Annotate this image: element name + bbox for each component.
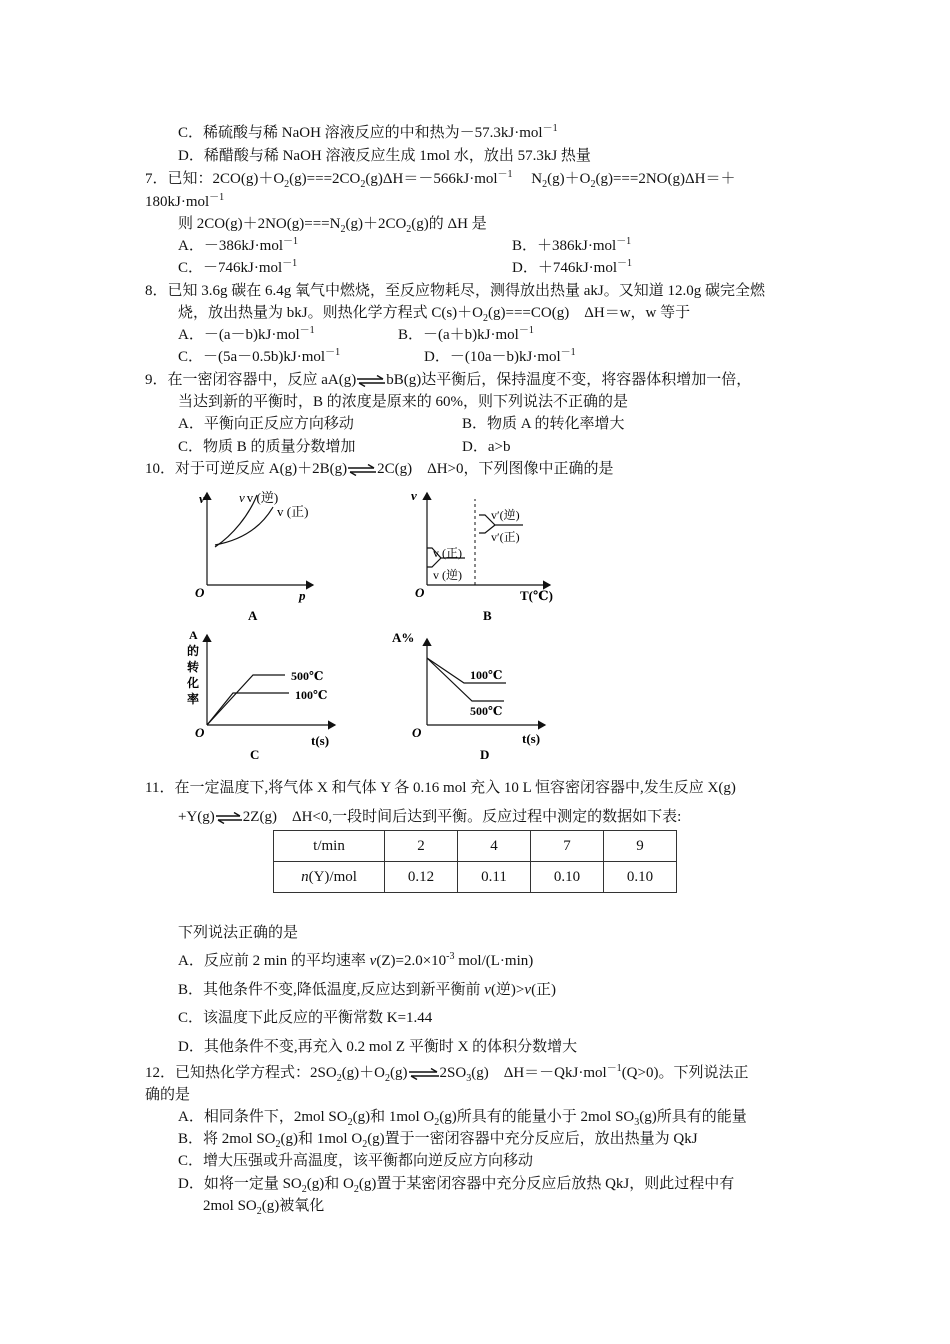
- graph-c-caption: C: [250, 747, 260, 762]
- q8-option-d: D．－(10a－b)kJ·mol$^{-1}$: [424, 347, 576, 365]
- graph-d-xlabel: t(s): [522, 731, 541, 746]
- graph-b-label-forward: v (正): [433, 546, 462, 560]
- q12-option-c: C．增大压强或升高温度，该平衡都向逆反应方向移动: [178, 1153, 534, 1169]
- equilibrium-arrow-icon: [215, 812, 243, 824]
- q7-option-b: B．＋386kJ·mol$^{-1}$: [512, 236, 632, 254]
- graph-b-label-forward-new: v′(正): [491, 530, 520, 544]
- graph-d-ylabel: A%: [392, 630, 415, 645]
- table-cell: 0.10: [531, 862, 604, 893]
- q12-option-d: D．如将一定量 $SO_2(g)$和 $O_2(g)$置于某密闭容器中充分反应后放热 QkJ，则此过程中有: [178, 1176, 735, 1195]
- table-cell: 0.12: [385, 862, 458, 893]
- graph-b-label-reverse-new: v′(逆): [491, 508, 520, 522]
- q8-stem-line2: 烧，放出热量为 bkJ。则热化学方程式 $C(s)+O_2(g)===CO(g)$ ΔH＝w，w 等于: [178, 305, 691, 324]
- graph-d-label-500: 500℃: [470, 704, 503, 718]
- graph-c-origin: O: [195, 725, 205, 740]
- q12-option-b: B．将 2mol $SO_2(g)$和 1mol $O_2(g)$置于一密闭容器中充分反应后，放出热量为 QkJ: [178, 1131, 698, 1150]
- table-cell: 9: [604, 831, 677, 862]
- q9-stem: 9．在一密闭容器中，反应 aA(g) bB(g)达平衡后，保持温度不变，将容器体积增加一倍，: [145, 372, 752, 388]
- graph-c-label-500: 500℃: [291, 669, 324, 683]
- graph-b-caption: B: [483, 608, 492, 623]
- q11-stem-line2: +Y(g) 2Z(g) ΔH<0,一段时间后达到平衡。反应过程中测定的数据如下表:: [178, 809, 682, 825]
- q11-option-c: C．该温度下此反应的平衡常数 K=1.44: [178, 1010, 433, 1026]
- q7-question: 则 $2CO(g)+2NO(g)===N_2(g)+2CO_2(g)$的 ΔH 是: [178, 216, 487, 235]
- q12-option-a: A．相同条件下，2mol $SO_2(g)$和 1mol $O_2(g)$所具有的能量小于 2mol $SO_3(g)$所具有的能量: [178, 1109, 747, 1128]
- table-cell: 0.10: [604, 862, 677, 893]
- q7-option-d: D．＋746kJ·mol$^{-1}$: [512, 258, 633, 276]
- graph-c-ylabel-5: 率: [187, 692, 200, 706]
- graph-a-xlabel: p: [299, 588, 306, 603]
- q9-stem-line2: 当达到新的平衡时，B 的浓度是原来的 60%，则下列说法不正确的是: [178, 394, 629, 410]
- graph-a-label-reverse: v v (逆): [239, 490, 279, 505]
- graph-a-caption: A: [248, 608, 258, 623]
- graph-b-xlabel: T(℃): [520, 588, 553, 603]
- q9-option-d: D．a>b: [462, 439, 511, 455]
- q7-stem: 7．已知：$2CO(g)+O_2(g)===2CO_2(g)\Delta H=-566kJ\cdot mol^{-1}$ $N_2(g)+O_2(g)===2NO(g)\Delta H=+$: [145, 169, 736, 190]
- table-cell: t/min: [274, 831, 385, 862]
- graph-d: [390, 625, 550, 765]
- graph-a-origin: O: [195, 585, 205, 600]
- graph-c-ylabel-4: 化: [187, 676, 200, 690]
- graph-c-label-100: 100℃: [295, 688, 328, 702]
- graph-c-ylabel-3: 转: [187, 660, 200, 674]
- q6-option-d: D．稀醋酸与稀 NaOH 溶液反应生成 1mol 水，放出 57.3kJ 热量: [178, 148, 591, 164]
- graph-b-label-reverse: v (逆): [433, 568, 462, 582]
- q12-option-d-line2: 2mol $SO_2(g)$被氧化: [203, 1198, 325, 1217]
- q10-stem: 10．对于可逆反应 A(g)＋2B(g) 2C(g) ΔH>0，下列图像中正确的是: [145, 461, 614, 477]
- table-header-row: [274, 831, 677, 862]
- q9-option-c: C．物质 B 的质量分数增加: [178, 439, 356, 455]
- q8-option-c: C．－(5a－0.5b)kJ·mol$^{-1}$: [178, 347, 341, 365]
- equilibrium-arrow-icon: [408, 1068, 440, 1080]
- q9-option-a: A．平衡向正反应方向移动: [178, 416, 354, 432]
- table-cell: 2: [385, 831, 458, 862]
- q11-question: 下列说法正确的是: [178, 925, 299, 941]
- table-row: [274, 862, 677, 893]
- graph-a: [185, 485, 325, 630]
- q8-option-a: A．－(a－b)kJ·mol$^{-1}$: [178, 325, 315, 343]
- graph-b-origin: O: [415, 585, 425, 600]
- graph-d-origin: O: [412, 725, 422, 740]
- graph-b: [405, 485, 565, 630]
- q11-option-d: D．其他条件不变,再充入 0.2 mol Z 平衡时 X 的体积分数增大: [178, 1039, 578, 1055]
- q7-option-c: C．－746kJ·mol$^{-1}$: [178, 258, 298, 276]
- graph-c-ylabel-2: 的: [187, 644, 200, 658]
- q9-option-b: B．物质 A 的转化率增大: [462, 416, 625, 432]
- graph-b-ylabel: v: [411, 488, 417, 503]
- q11-option-b: B．其他条件不变,降低温度,反应达到新平衡前 v(逆)>v(正): [178, 982, 557, 998]
- graph-c-xlabel: t(s): [311, 733, 330, 748]
- graph-a-label-forward: v (正): [277, 504, 309, 519]
- graph-a-curve-forward: [215, 507, 273, 545]
- q8-stem: 8．已知 3.6g 碳在 6.4g 氧气中燃烧，至反应物耗尽，测得放出热量 akJ。又知道 12.0g 碳完全燃: [145, 283, 765, 299]
- q7-option-a: A．－386kJ·mol$^{-1}$: [178, 236, 299, 254]
- q11-option-a: A．反应前 2 min 的平均速率 $v(Z)=2.0\times 10^{-3}$ mol/(L·min): [178, 951, 534, 969]
- q8-option-b: B．－(a＋b)kJ·mol$^{-1}$: [398, 325, 534, 343]
- q6-option-c: C．稀硫酸与稀 NaOH 溶液反应的中和热为－57.3kJ·mol$^{-1}$: [178, 123, 558, 141]
- table-cell: 0.11: [458, 862, 531, 893]
- q7-stem-line2: 180kJ·mol$^{-1}$: [145, 192, 225, 210]
- q11-stem: 11．在一定温度下,将气体 X 和气体 Y 各 0.16 mol 充入 10 L 恒容密闭容器中,发生反应 X(g): [145, 780, 736, 796]
- equilibrium-arrow-icon: [356, 375, 386, 387]
- graph-c: [185, 625, 345, 765]
- q11-data-table: [273, 830, 677, 893]
- graph-d-caption: D: [480, 747, 490, 762]
- q12-stem: 12．已知热化学方程式：$2SO_2(g)+O_2(g)$ $2SO_3(g)$ ΔH＝－QkJ·mol$^{-1}$(Q>0)。下列说法正: [145, 1063, 749, 1084]
- equilibrium-arrow-icon: [347, 464, 377, 476]
- graph-d-label-100: 100℃: [470, 668, 503, 682]
- graph-c-curve-100: [207, 693, 289, 725]
- table-cell: n(Y)/mol: [274, 862, 385, 893]
- q12-stem-line2: 确的是: [145, 1087, 191, 1103]
- graph-c-ylabel-1: A: [189, 628, 198, 642]
- graph-a-ylabel: v: [199, 491, 205, 506]
- table-cell: 4: [458, 831, 531, 862]
- table-cell: 7: [531, 831, 604, 862]
- graph-c-curve-500: [207, 675, 285, 725]
